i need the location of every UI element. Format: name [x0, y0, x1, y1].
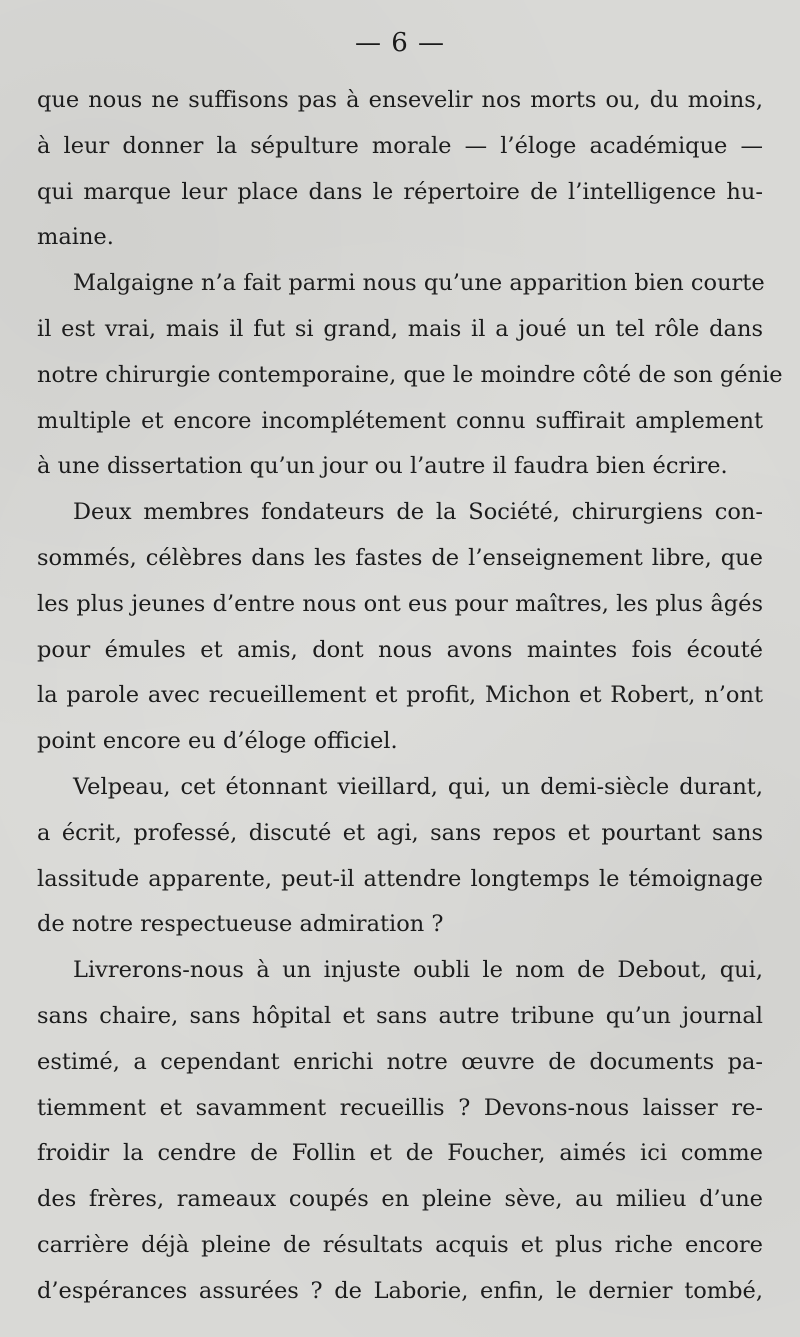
- paragraph: [37, 490, 763, 765]
- text-line: les plus jeunes d’entre nous ont eus pour maîtres, les plus âgés: [37, 590, 763, 617]
- text-line: Velpeau, cet étonnant vieillard, qui, un demi-siècle durant,: [73, 773, 763, 800]
- text-line: de notre respectueuse admiration ?: [37, 911, 444, 938]
- page-number: — 6 —: [354, 28, 446, 58]
- text-line: froidir la cendre de Follin et de Foucher, aimés ici comme: [37, 1140, 763, 1167]
- text-line: Livrerons-nous à un injuste oubli le nom de Debout, qui,: [73, 957, 763, 984]
- text-line: multiple et encore incomplétement connu suffirait amplement: [37, 407, 763, 434]
- paragraph: [37, 261, 783, 490]
- text-line: Malgaigne n’a fait parmi nous qu’une apparition bien courte: [73, 270, 765, 297]
- paragraph: [37, 765, 763, 948]
- text-line: maine.: [37, 224, 114, 251]
- text-line: estimé, a cependant enrichi notre œuvre de documents pa-: [37, 1048, 763, 1075]
- text-line: pour émules et amis, dont nous avons maintes fois écouté: [37, 636, 763, 663]
- paragraph: [37, 948, 763, 1314]
- text-line: point encore eu d’éloge officiel.: [37, 728, 398, 755]
- text-line: lassitude apparente, peut-il attendre longtemps le témoignage: [37, 865, 763, 892]
- text-line: notre chirurgie contemporaine, que le moindre côté de son génie: [37, 361, 783, 388]
- text-line: sans chaire, sans hôpital et sans autre tribune qu’un journal: [37, 1002, 763, 1029]
- text-line: à leur donner la sépulture morale — l’éloge académique —: [37, 132, 763, 159]
- text-line: a écrit, professé, discuté et agi, sans repos et pourtant sans: [37, 819, 763, 846]
- text-line: la parole avec recueillement et profit, Michon et Robert, n’ont: [37, 682, 763, 709]
- text-line: sommés, célèbres dans les fastes de l’enseignement libre, que: [37, 544, 763, 571]
- text-line: à une dissertation qu’un jour ou l’autre il faudra bien écrire.: [37, 453, 728, 480]
- body-text: [37, 78, 783, 1315]
- text-line: il est vrai, mais il fut si grand, mais il a joué un tel rôle dans: [37, 315, 763, 342]
- text-line: des frères, rameaux coupés en pleine sève, au milieu d’une: [37, 1186, 763, 1213]
- text-line: carrière déjà pleine de résultats acquis et plus riche encore: [37, 1231, 763, 1258]
- text-line: d’espérances assurées ? de Laborie, enfin, le dernier tombé,: [37, 1277, 763, 1304]
- text-line: tiemment et savamment recueillis ? Devons-nous laisser re-: [37, 1094, 763, 1121]
- text-line: que nous ne suffisons pas à ensevelir nos morts ou, du moins,: [37, 87, 763, 113]
- text-line: qui marque leur place dans le répertoire de l’intelligence hu-: [37, 178, 763, 205]
- paragraph: [37, 78, 763, 261]
- text-line: Deux membres fondateurs de la Société, chirurgiens con-: [73, 499, 763, 526]
